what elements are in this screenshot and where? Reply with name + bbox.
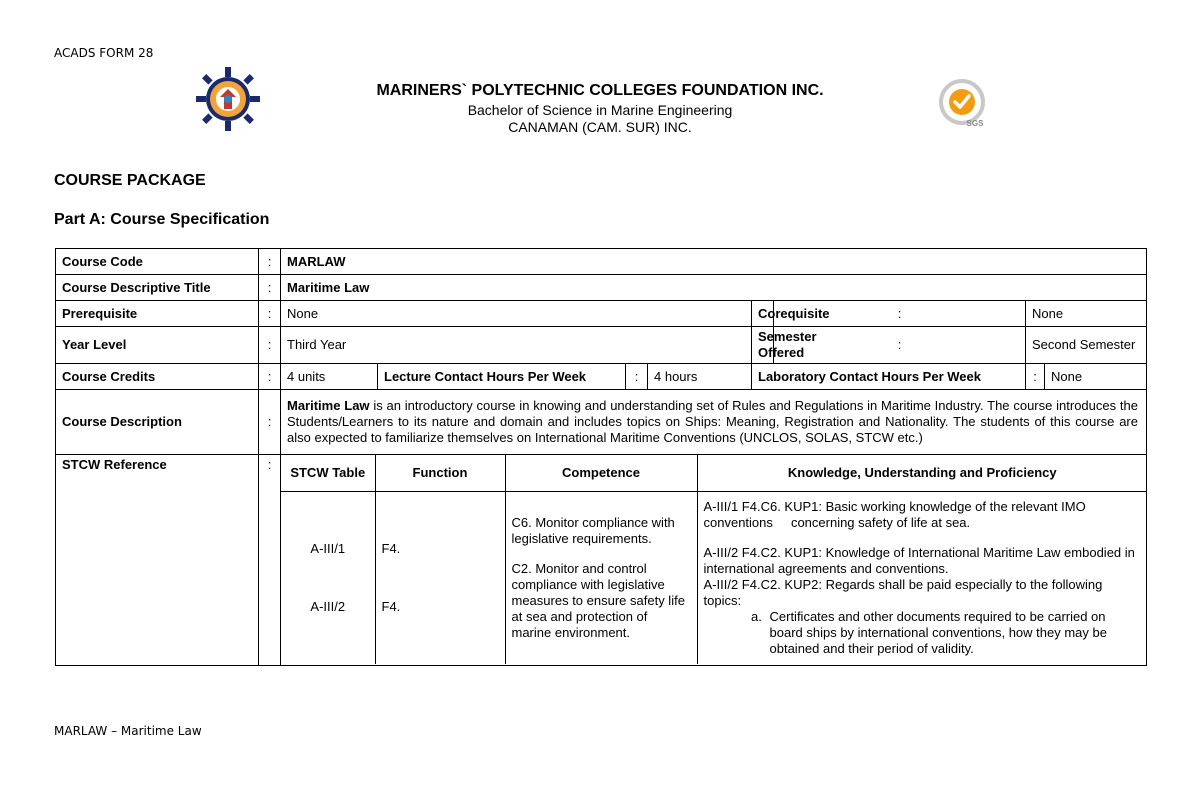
sgs-logo-text: SGS [966, 119, 984, 128]
course-code-label: Course Code [56, 249, 259, 275]
kup-topic-list [704, 609, 1142, 657]
competence-c2: C2. Monitor and control compliance with legislative measures to ensure safety life at sea and protection of marine environment. [511, 560, 685, 640]
stcw-table-header: STCW Table [281, 455, 375, 491]
colon: : [259, 455, 281, 666]
competence-c6: C6. Monitor compliance with legislative requirements. [511, 514, 675, 546]
stcw-table-a-iii-1: A-III/1 [310, 540, 346, 556]
stcw-reference-table [281, 455, 1147, 664]
colon: : [259, 364, 281, 390]
lecture-hours-value: 4 hours [648, 364, 752, 390]
competence-header: Competence [505, 455, 697, 491]
year-level-label: Year Level [56, 327, 259, 364]
colon: : [1026, 364, 1045, 390]
part-a-heading: Part A: Course Specification [54, 211, 270, 228]
colon: : [259, 275, 281, 301]
colon: : [259, 249, 281, 275]
description-row [56, 390, 1147, 455]
function-cell [375, 491, 505, 664]
credits-label: Course Credits [56, 364, 259, 390]
credits-value: 4 units [281, 364, 378, 390]
campus-name: CANAMAN (CAM. SUR) INC. [508, 119, 692, 135]
function-header: Function [375, 455, 505, 491]
credits-row [56, 364, 1147, 390]
course-package-heading: COURSE PACKAGE [54, 172, 206, 189]
kup-cell [697, 491, 1147, 664]
stcw-reference-label: STCW Reference [56, 455, 259, 666]
semester-value: Second Semester [1026, 327, 1147, 364]
course-code-row [56, 249, 1147, 275]
colon: : [259, 327, 281, 364]
lab-hours-label: Laboratory Contact Hours Per Week [752, 364, 1026, 390]
course-code-value: MARLAW [281, 249, 1147, 275]
year-level-value: Third Year [281, 327, 752, 364]
corequisite-value: None [1026, 301, 1147, 327]
colon: : [774, 327, 1026, 364]
course-title-label: Course Descriptive Title [56, 275, 259, 301]
description-lead: Maritime Law [287, 398, 370, 413]
corequisite-label: Corequisite [752, 301, 774, 327]
page-footer: MARLAW – Maritime Law [54, 724, 202, 738]
stcw-body-row [281, 491, 1147, 664]
description-label: Course Description [56, 390, 259, 455]
prerequisite-row [56, 301, 1147, 327]
semester-label: Semester Offered [752, 327, 774, 364]
stcw-reference-row [56, 455, 1147, 666]
prerequisite-value: None [281, 301, 752, 327]
stcw-reference-cell [281, 455, 1147, 666]
description-text: is an introductory course in knowing and understanding set of Rules and Regulations in Maritime Industry. The course introduces the Students/Learners to its nature and domain and includes topics on Ships: Meaning, Registration and Nationality. The students of this course are also expected to familiarize themselves on International Maritime Conventions (UNCLOS, SOLAS, STCW etc.) [287, 398, 1138, 445]
description-value [281, 390, 1147, 455]
lecture-hours-label: Lecture Contact Hours Per Week [378, 364, 626, 390]
colon: : [259, 301, 281, 327]
colon: : [626, 364, 648, 390]
colon: : [259, 390, 281, 455]
kup-item: A-III/2 F4.C2. KUP1: Knowledge of International Maritime Law embodied in international agreements and conventions. [703, 544, 1135, 576]
competence-cell [505, 491, 697, 664]
stcw-table-a-iii-2: A-III/2 [310, 598, 346, 614]
function-2: F4. [381, 598, 401, 614]
year-level-row [56, 327, 1147, 364]
sgs-certification-logo [934, 78, 990, 130]
function-1: F4. [381, 540, 401, 556]
kup-item: A-III/2 F4.C2. KUP2: Regards shall be paid especially to the following topics: [703, 576, 1103, 608]
kup-item: A-III/1 F4.C6. KUP1: Basic working knowledge of the relevant IMO conventions concerning safety of life at sea. [703, 498, 1086, 530]
kup-header: Knowledge, Understanding and Proficiency [697, 455, 1147, 491]
course-title-row [56, 275, 1147, 301]
program-name: Bachelor of Science in Marine Engineering [467, 102, 733, 118]
kup-topic-item: a. Certificates and other documents required to be carried on board ships by international conventions, how they may be obtained and their period of validity. [766, 609, 1142, 657]
institution-name: MARINERS` POLYTECHNIC COLLEGES FOUNDATION INC. [376, 82, 824, 99]
course-specification-table [55, 248, 1147, 666]
course-title-value: Maritime Law [281, 275, 1147, 301]
lab-hours-value: None [1045, 364, 1147, 390]
colon: : [774, 301, 1026, 327]
stcw-table-cell [281, 491, 375, 664]
prerequisite-label: Prerequisite [56, 301, 259, 327]
form-number: ACADS FORM 28 [54, 46, 154, 60]
stcw-header-row [281, 455, 1147, 491]
